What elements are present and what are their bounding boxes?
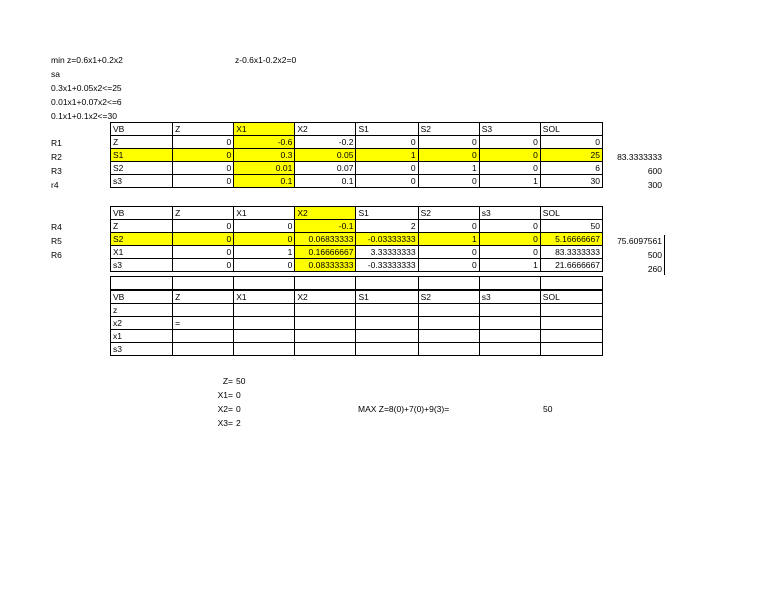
- header-cell: Z: [173, 123, 234, 136]
- table-row: [111, 343, 603, 356]
- table-cell: 0: [234, 220, 295, 233]
- table-row: [111, 277, 603, 290]
- ratio-value: 500: [647, 250, 662, 260]
- table-cell: [295, 277, 356, 290]
- table-cell: 0.05: [295, 149, 356, 162]
- table-cell: [295, 343, 356, 356]
- header-cell: SOL: [540, 207, 602, 220]
- table-cell: 83.3333333: [540, 246, 602, 259]
- table-cell: 0: [418, 149, 479, 162]
- table-cell: [479, 343, 540, 356]
- basic-variable-cell: S1: [111, 149, 173, 162]
- table-row: [111, 330, 603, 343]
- table-cell: [173, 304, 234, 317]
- table-cell: [356, 277, 418, 290]
- table-cell: 0: [418, 220, 479, 233]
- row-label: R1: [51, 138, 62, 148]
- subject-to-text: sa: [51, 69, 60, 79]
- simplex-tableau-3: [110, 290, 603, 356]
- table-cell: [295, 304, 356, 317]
- table-header-row: [111, 123, 603, 136]
- table-cell: 0.07: [295, 162, 356, 175]
- table-cell: 0: [173, 136, 234, 149]
- basic-variable-cell: Z: [111, 136, 173, 149]
- table-cell: 0: [479, 136, 540, 149]
- header-cell: X2: [295, 291, 356, 304]
- header-cell: S1: [356, 207, 418, 220]
- table-cell: [173, 277, 234, 290]
- simplex-tableau-2: [110, 206, 603, 272]
- table-cell: [234, 317, 295, 330]
- table-cell: [540, 343, 602, 356]
- table-cell: 0: [356, 162, 418, 175]
- table-cell: [173, 343, 234, 356]
- basic-variable-cell: s3: [111, 343, 173, 356]
- table-cell: 0: [234, 259, 295, 272]
- table-cell: [234, 343, 295, 356]
- table-cell: 1: [356, 149, 418, 162]
- table-row: [111, 317, 603, 330]
- table-cell: [295, 317, 356, 330]
- max-value: 50: [543, 404, 553, 414]
- cell-border-line: [664, 235, 665, 275]
- table-cell: [234, 277, 295, 290]
- ratio-value: 75.6097561: [617, 236, 662, 246]
- header-cell: Z: [173, 207, 234, 220]
- table-cell: [418, 304, 479, 317]
- table-header-row: [111, 291, 603, 304]
- pivot-element-cell: 0.3: [234, 149, 295, 162]
- basic-variable-cell: z: [111, 304, 173, 317]
- table-cell: [418, 330, 479, 343]
- row-label: r4: [51, 180, 59, 190]
- row-label: R6: [51, 250, 62, 260]
- table-cell-pivot-column: -0.6: [234, 136, 295, 149]
- table-row-pivot: [111, 149, 603, 162]
- table-cell: [234, 304, 295, 317]
- header-cell-pivot-column: X2: [295, 207, 356, 220]
- header-cell: VB: [111, 123, 173, 136]
- row-label: R2: [51, 152, 62, 162]
- table-cell: [479, 277, 540, 290]
- table-cell: -0.03333333: [356, 233, 418, 246]
- table-cell: -0.33333333: [356, 259, 418, 272]
- basic-variable-cell: Z: [111, 220, 173, 233]
- row-label: R3: [51, 166, 62, 176]
- table-cell: [356, 343, 418, 356]
- table-cell: 0: [418, 175, 479, 188]
- result-z-value: 50: [236, 376, 246, 386]
- basic-variable-cell: x1: [111, 330, 173, 343]
- table-cell: 0: [173, 162, 234, 175]
- table-cell: 0: [479, 246, 540, 259]
- table-cell: [111, 277, 173, 290]
- table-cell: [479, 304, 540, 317]
- header-cell: S1: [356, 123, 418, 136]
- table-cell: 21.6666667: [540, 259, 602, 272]
- table-cell: 0: [418, 136, 479, 149]
- table-cell-pivot-column: 0.1: [234, 175, 295, 188]
- table-cell: [356, 317, 418, 330]
- header-cell: S1: [356, 291, 418, 304]
- table-cell: 0: [479, 233, 540, 246]
- table-cell-pivot-column: 0.08333333: [295, 259, 356, 272]
- header-cell: X2: [295, 123, 356, 136]
- header-cell: X1: [234, 291, 295, 304]
- simplex-tableau-1: [110, 122, 603, 188]
- table-cell: =: [173, 317, 234, 330]
- table-cell: 6: [540, 162, 602, 175]
- table-cell: 1: [418, 162, 479, 175]
- standard-form-equation: z-0.6x1-0.2x2=0: [235, 55, 297, 65]
- basic-variable-cell: s3: [111, 175, 173, 188]
- header-cell: S2: [418, 207, 479, 220]
- table-cell: [418, 277, 479, 290]
- header-cell: S3: [479, 123, 540, 136]
- table-cell: 2: [356, 220, 418, 233]
- table-cell: [540, 330, 602, 343]
- table-cell: [295, 330, 356, 343]
- header-cell: s3: [479, 207, 540, 220]
- table-row: [111, 162, 603, 175]
- table-row: [111, 259, 603, 272]
- table-cell: 0: [173, 220, 234, 233]
- table-cell: 5.16666667: [540, 233, 602, 246]
- table-cell: 25: [540, 149, 602, 162]
- table-cell: 30: [540, 175, 602, 188]
- result-x1-label: X1=: [217, 390, 233, 400]
- max-expression: MAX Z=8(0)+7(0)+9(3)=: [358, 404, 450, 414]
- table-row: [111, 136, 603, 149]
- table-cell-pivot-column: 0.01: [234, 162, 295, 175]
- table-cell: [173, 330, 234, 343]
- pivot-element-cell: 0.06833333: [295, 233, 356, 246]
- header-cell: VB: [111, 291, 173, 304]
- table-cell: 1: [234, 246, 295, 259]
- result-x1-value: 0: [236, 390, 241, 400]
- ratio-value: 600: [647, 166, 662, 176]
- header-cell: Z: [173, 291, 234, 304]
- table-cell: -0.2: [295, 136, 356, 149]
- header-cell: S2: [418, 123, 479, 136]
- basic-variable-cell: S2: [111, 233, 173, 246]
- table-cell: 0: [540, 136, 602, 149]
- table-cell: [418, 317, 479, 330]
- table-cell: [418, 343, 479, 356]
- table-cell: 0: [479, 220, 540, 233]
- table-row: [111, 220, 603, 233]
- table-cell: [479, 317, 540, 330]
- table-cell: 0.1: [295, 175, 356, 188]
- table-cell: 1: [479, 175, 540, 188]
- basic-variable-cell: s3: [111, 259, 173, 272]
- header-cell: SOL: [540, 291, 602, 304]
- header-cell: VB: [111, 207, 173, 220]
- header-cell: s3: [479, 291, 540, 304]
- ratio-value: 260: [647, 264, 662, 274]
- constraint-2: 0.01x1+0.07x2<=6: [51, 97, 122, 107]
- table-cell: 0: [356, 136, 418, 149]
- ratio-value: 83.3333333: [617, 152, 662, 162]
- table-cell: 0: [479, 162, 540, 175]
- result-x2-label: X2=: [217, 404, 233, 414]
- objective-text: min z=0.6x1+0.2x2: [51, 55, 123, 65]
- header-cell: S2: [418, 291, 479, 304]
- row-label: R5: [51, 236, 62, 246]
- table-cell: [540, 277, 602, 290]
- table-cell: 0: [173, 259, 234, 272]
- table-cell: 0: [173, 233, 234, 246]
- basic-variable-cell: X1: [111, 246, 173, 259]
- basic-variable-cell: S2: [111, 162, 173, 175]
- table-cell: 0: [173, 149, 234, 162]
- constraint-3: 0.1x1+0.1x2<=30: [51, 111, 117, 121]
- table-row: [111, 175, 603, 188]
- row-label: R4: [51, 222, 62, 232]
- table-cell: 1: [479, 259, 540, 272]
- result-x3-value: 2: [236, 418, 241, 428]
- table-cell: 0: [234, 233, 295, 246]
- table-cell: 50: [540, 220, 602, 233]
- table-row: [111, 246, 603, 259]
- table-row: [111, 304, 603, 317]
- table-cell: [356, 304, 418, 317]
- basic-variable-cell: x2: [111, 317, 173, 330]
- blank-row: [110, 276, 603, 290]
- table-cell-pivot-column: 0.16666667: [295, 246, 356, 259]
- table-row-pivot: [111, 233, 603, 246]
- table-cell: 3.33333333: [356, 246, 418, 259]
- ratio-value: 300: [647, 180, 662, 190]
- constraint-1: 0.3x1+0.05x2<=25: [51, 83, 122, 93]
- table-cell: [234, 330, 295, 343]
- table-cell: [479, 330, 540, 343]
- result-x3-label: X3=: [217, 418, 233, 428]
- header-cell: SOL: [540, 123, 602, 136]
- header-cell: X1: [234, 207, 295, 220]
- table-cell: [540, 304, 602, 317]
- table-cell: [540, 317, 602, 330]
- table-cell: 0: [479, 149, 540, 162]
- table-header-row: [111, 207, 603, 220]
- table-cell: 1: [418, 233, 479, 246]
- table-cell: 0: [173, 246, 234, 259]
- table-cell: 0: [418, 246, 479, 259]
- table-cell: 0: [418, 259, 479, 272]
- table-cell: 0: [356, 175, 418, 188]
- result-x2-value: 0: [236, 404, 241, 414]
- header-cell-pivot-column: X1: [234, 123, 295, 136]
- table-cell: 0: [173, 175, 234, 188]
- result-z-label: Z=: [222, 376, 233, 386]
- table-cell: [356, 330, 418, 343]
- table-cell-pivot-column: -0.1: [295, 220, 356, 233]
